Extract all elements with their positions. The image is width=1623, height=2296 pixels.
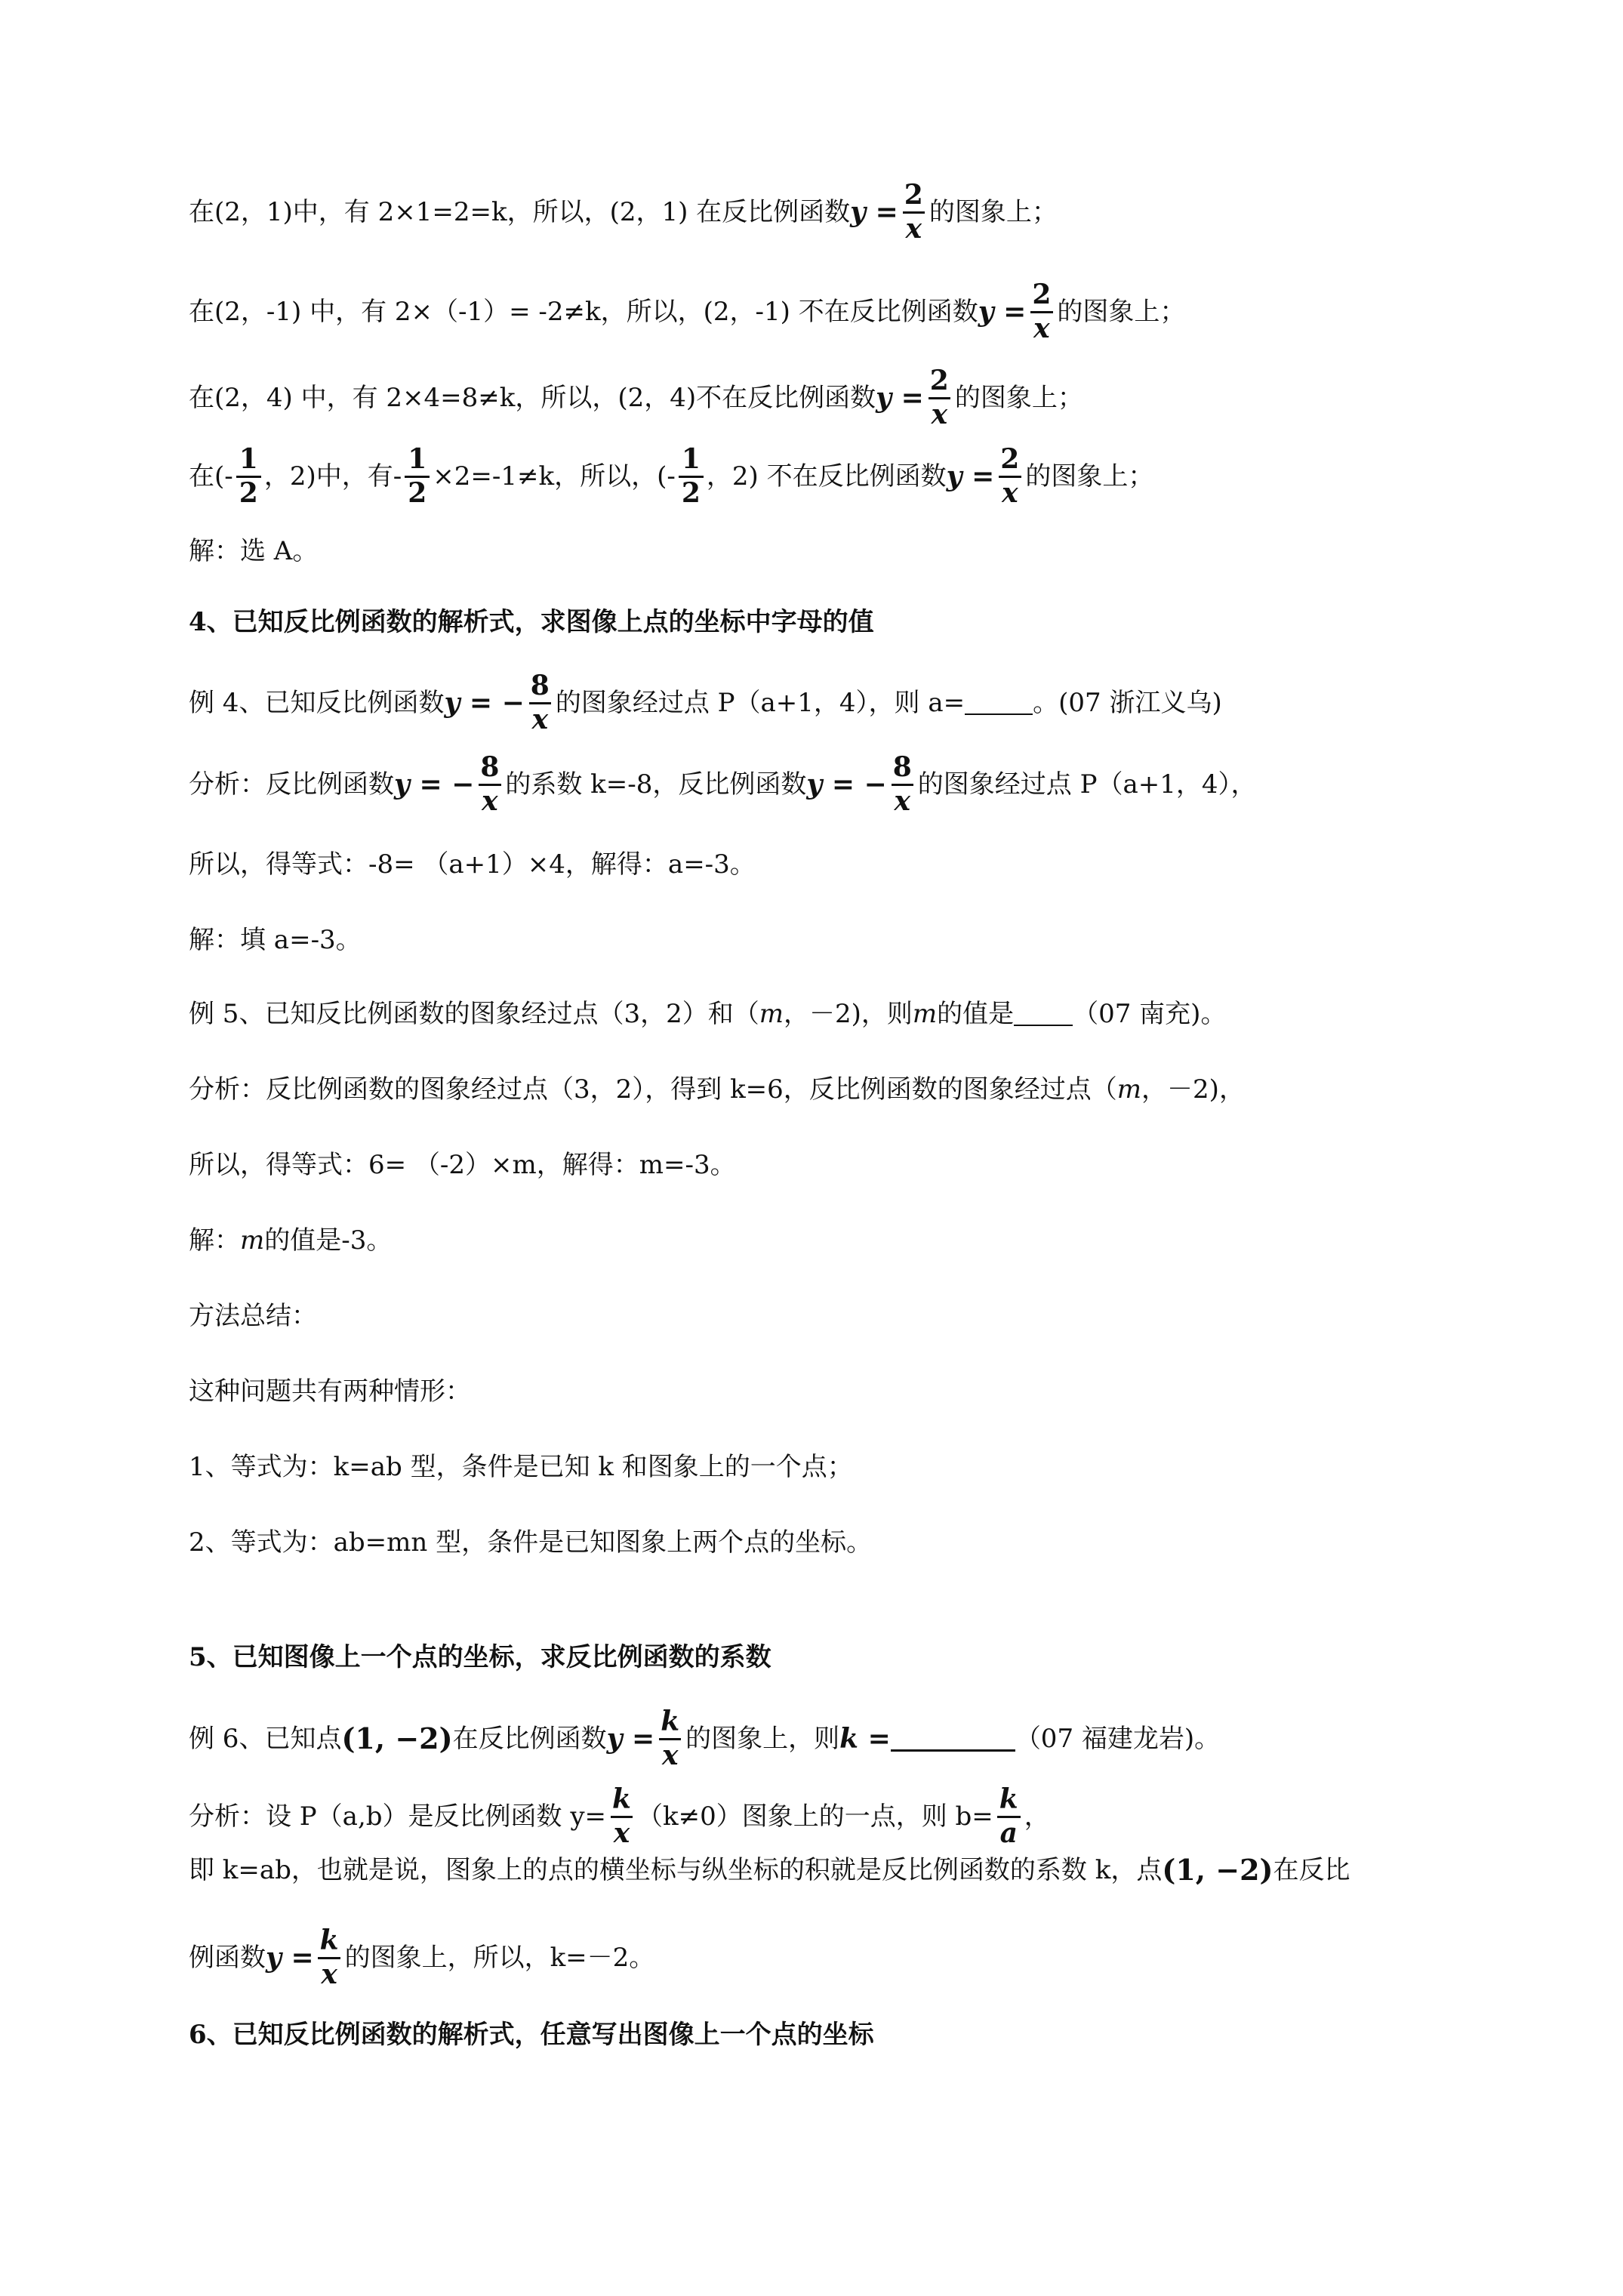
text: ，2) 不在反比例函数: [706, 461, 947, 492]
fraction-denominator: x: [903, 211, 925, 244]
math-expression: y = −: [806, 769, 887, 801]
text: 所以，得等式：6= （-2）×m，解得：m=-3。: [189, 1150, 736, 1180]
fraction-denominator: x: [659, 1738, 681, 1771]
fraction-denominator: x: [611, 1816, 633, 1848]
text: 的图象经过点 P（a+1，4），: [917, 769, 1257, 800]
text: 例函数: [189, 1943, 266, 1974]
variable-m: m: [759, 999, 784, 1029]
fraction-numerator: 8: [530, 670, 550, 701]
method-summary-item-2: [189, 1527, 1510, 1558]
math-expression: y =: [946, 461, 995, 493]
math-expression: y =: [606, 1723, 655, 1755]
text-line-5: [189, 538, 1510, 564]
text: 。(07 浙江义乌): [1033, 688, 1222, 719]
text: ×2=-1≠k，所以，(-: [433, 461, 676, 492]
fraction-numerator: 2: [904, 179, 923, 211]
text: 方法总结：: [189, 1301, 317, 1331]
math-expression: k =: [839, 1723, 891, 1755]
point-coordinates: (1, −2): [341, 1721, 453, 1756]
text: （k≠0）图象上的一点，则 b=: [636, 1801, 993, 1832]
answer-blank: [1014, 1002, 1073, 1026]
fraction: [609, 1783, 634, 1849]
analysis-6-continued: [189, 1853, 1510, 1887]
text-line-4: [189, 445, 1510, 508]
text: 分析：反比例函数的图象经过点（3，2），得到 k=6，反比例函数的图象经过点（: [189, 1074, 1117, 1105]
fraction: [658, 1708, 682, 1771]
section-heading-4: [189, 609, 1510, 635]
heading-text: 4、已知反比例函数的解析式，求图像上点的坐标中字母的值: [189, 607, 874, 637]
fraction: [1029, 281, 1054, 344]
fraction: [528, 672, 553, 735]
fraction-denominator: x: [318, 1957, 340, 1989]
section-heading-5: [189, 1644, 1510, 1670]
heading-text: 5、已知图像上一个点的坐标，求反比例函数的系数: [189, 1642, 771, 1672]
analysis-5-line: [189, 1074, 1510, 1105]
text: 所以，得等式：-8= （a+1）×4，解得：a=-3。: [189, 849, 756, 880]
fraction-numerator: 8: [892, 751, 912, 783]
fraction-numerator: 2: [1032, 279, 1052, 310]
fraction: [679, 445, 704, 508]
fraction-numerator: 2: [929, 365, 949, 396]
method-summary-item-1: [189, 1454, 1510, 1480]
fraction-denominator: a: [997, 1816, 1021, 1848]
fraction: [236, 445, 261, 508]
variable-m: m: [1116, 1074, 1142, 1105]
fraction: [901, 181, 926, 244]
text: 例 5、已知反比例函数的图象经过点（3，2）和（: [189, 999, 759, 1029]
example-5-line: [189, 1001, 1510, 1027]
text: 在反比: [1273, 1855, 1350, 1885]
text: 在(2，-1) 中，有 2×（-1）= -2≠k，所以，(2，-1) 不在反比例函数: [189, 297, 978, 328]
answer-blank: [965, 691, 1033, 715]
fraction: [477, 751, 502, 817]
solution-5: [189, 1225, 1510, 1256]
solution-4: [189, 927, 1510, 953]
text: 的值是: [937, 999, 1015, 1029]
method-summary-intro: [189, 1376, 1510, 1407]
math-expression: y =: [876, 382, 924, 415]
text: 的图象上，所以，k=－2。: [344, 1943, 655, 1974]
text: 分析：设 P（a,b）是反比例函数 y=: [189, 1801, 607, 1832]
fraction-numerator: k: [319, 1925, 339, 1956]
analysis-4-continued: [189, 849, 1510, 880]
text: 的图象上，则: [685, 1724, 840, 1755]
math-expression: y =: [850, 196, 898, 229]
text: 即 k=ab，也就是说，图象上的点的横坐标与纵坐标的积就是反比例函数的系数 k，点: [189, 1855, 1163, 1885]
fraction-denominator: x: [999, 476, 1021, 508]
math-expression: y = −: [444, 687, 525, 720]
analysis-5-continued: [189, 1152, 1510, 1178]
fraction-numerator: k: [661, 1706, 680, 1737]
example-4-line: [189, 672, 1510, 735]
text: 2、等式为：ab=mn 型，条件是已知图象上两个点的坐标。: [189, 1527, 873, 1558]
text: 解：: [189, 1225, 240, 1256]
fraction-numerator: 1: [681, 443, 701, 475]
text: 的图象上；: [954, 383, 1083, 414]
fraction-denominator: x: [892, 784, 913, 816]
text: 在(-: [189, 461, 233, 492]
fraction-numerator: 2: [1000, 443, 1020, 475]
fraction-numerator: 1: [408, 443, 427, 475]
fraction: [317, 1927, 342, 1989]
text: （07 福建龙岩)。: [1015, 1724, 1221, 1755]
fraction-denominator: x: [479, 784, 500, 816]
analysis-6-final: [189, 1927, 1510, 1989]
fraction-denominator: x: [929, 397, 950, 430]
text: 例 6、已知点: [189, 1724, 342, 1755]
text-line-3: [189, 367, 1510, 430]
point-coordinates: (1, −2): [1162, 1853, 1273, 1887]
fraction-numerator: 1: [239, 443, 258, 475]
math-expression: y =: [978, 296, 1027, 328]
text: 分析：反比例函数: [189, 769, 394, 800]
text: 在反比例函数: [452, 1724, 607, 1755]
text: 的图象上；: [1057, 297, 1186, 328]
text: 解：选 A。: [189, 536, 319, 566]
text: ，: [1024, 1801, 1050, 1832]
fraction: [997, 445, 1022, 508]
fraction-numerator: k: [999, 1783, 1018, 1815]
section-heading-6: [189, 2022, 1510, 2048]
fraction: [405, 445, 430, 508]
text: （07 南充)。: [1073, 999, 1227, 1029]
heading-text: 6、已知反比例函数的解析式，任意写出图像上一个点的坐标: [189, 2020, 874, 2050]
example-6-line: [189, 1708, 1510, 1771]
fraction-denominator: 2: [236, 476, 261, 508]
text: 例 4、已知反比例函数: [189, 688, 445, 719]
fraction: [996, 1783, 1021, 1849]
fraction: [890, 751, 915, 817]
text: 在(2，4) 中，有 2×4=8≠k，所以，(2，4)不在反比例函数: [189, 383, 876, 414]
text: 的图象上；: [929, 197, 1058, 228]
fraction-denominator: x: [529, 702, 551, 735]
text: 在(2，1)中，有 2×1=2=k，所以，(2，1) 在反比例函数: [189, 197, 851, 228]
text: 解：填 a=-3。: [189, 925, 362, 955]
text: ，2)中，有-: [263, 461, 402, 492]
text: 的值是-3。: [264, 1225, 393, 1256]
text: 的图象经过点 P（a+1，4），则 a=: [555, 688, 965, 719]
math-expression: y =: [266, 1942, 314, 1974]
variable-m: m: [912, 999, 938, 1029]
text: 的系数 k=-8，反比例函数: [505, 769, 807, 800]
fraction-numerator: 8: [480, 751, 500, 783]
text: ，－2)，: [1141, 1074, 1245, 1105]
text: 这种问题共有两种情形：: [189, 1376, 471, 1407]
fraction-denominator: 2: [405, 476, 430, 508]
analysis-4-line: [189, 751, 1510, 817]
math-expression: y = −: [394, 769, 475, 801]
fraction-numerator: k: [612, 1783, 631, 1815]
text: ，－2)，则: [783, 999, 913, 1029]
fraction-denominator: x: [1030, 311, 1052, 344]
method-summary-title: [189, 1303, 1510, 1329]
variable-m: m: [240, 1225, 265, 1256]
text: 1、等式为：k=ab 型，条件是已知 k 和图象上的一个点；: [189, 1452, 853, 1482]
text: 的图象上；: [1025, 461, 1154, 492]
fraction: [927, 367, 952, 430]
text-line-2: [189, 281, 1510, 344]
fraction-denominator: 2: [679, 476, 704, 508]
text-line-1: [189, 181, 1510, 244]
analysis-6-line: [189, 1783, 1510, 1849]
answer-blank: [891, 1727, 1015, 1752]
